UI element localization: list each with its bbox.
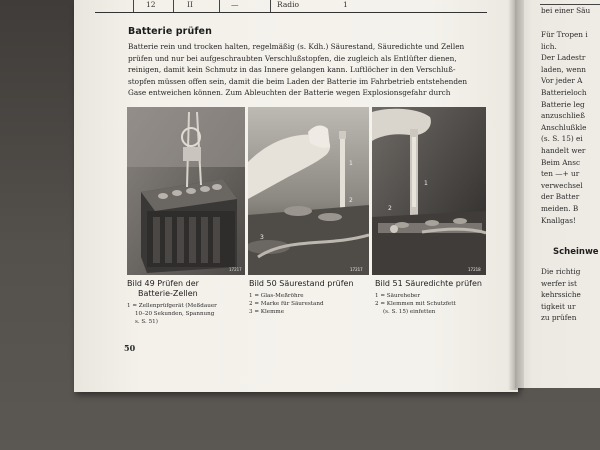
figure-50-title: Bild 50 Säurestand prüfen <box>249 279 354 288</box>
right-page-text: Für Tropen i lich. Der Ladestr laden, wenn Vor jeder A Batterieloch Batterie leg anzuschließ Anschlußkle (s. S. 15) ei handelt wer Beim Ansc ten —+ ur verwechsel der Batter meiden. B Knallgas! <box>541 30 588 225</box>
page-number: 50 <box>124 343 136 353</box>
right-page-top-text: bei einer Säu <box>541 6 591 15</box>
table-cell-col5: 1 <box>343 0 348 9</box>
body-paragraph <box>128 41 488 99</box>
callout-1: 1 <box>349 160 353 167</box>
table-cell-col2: II <box>187 0 193 9</box>
photo-stamp: 17218 <box>468 267 481 272</box>
photo-stamp: 17217 <box>229 267 242 272</box>
callout-3: 3 <box>260 234 264 241</box>
figure-51-photo <box>372 107 486 275</box>
table-fragment <box>95 0 487 13</box>
paragraph-line: Batterie rein und trocken halten, regelmäßig (s. Kdh.) Säurestand, Säuredichte und Zellen <box>128 42 465 51</box>
callout-1: 1 <box>424 180 428 187</box>
book-gutter <box>508 0 524 390</box>
right-table-line <box>540 0 600 5</box>
figure-49-photo <box>127 107 245 275</box>
callout-2: 2 <box>388 205 392 212</box>
photo-stamp: 17217 <box>350 267 363 272</box>
table-cell-col4: Radio <box>277 0 300 9</box>
figure-50-legend: 1 = Glas-Meßröhre 2 = Marke für Säurestand 3 = Klemme <box>249 293 324 315</box>
paragraph-line: reinigen, damit kein Schmutz in das Innere gelangen kann. Luftlöcher in den Verschluß- <box>128 65 456 75</box>
figure-51-title: Bild 51 Säuredichte prüfen <box>375 279 482 288</box>
paragraph-line: stopfen müssen offen sein, damit die beim Laden der Batterie im Fahrbetrieb entstehenden <box>128 76 468 86</box>
figure-51-legend: 1 = Säureheber 2 = Klemmen mit Schutzfett (s. S. 15) einfetten <box>375 293 456 315</box>
figure-49-title: Bild 49 Prüfen der Batterie-Zellen <box>127 279 199 298</box>
right-page-heading: Scheinwe <box>553 247 599 257</box>
right-page-text-2: Die richtig werfer ist kehrssiche tigkeit ur zu prüfen <box>541 267 581 323</box>
figure-49-legend: 1 = Zellenprüfgerät (Meßdauer 10–20 Sekunden, Spannung s. S. 51) <box>127 303 217 325</box>
table-cell-num: 12 <box>146 0 156 9</box>
callout-2: 2 <box>349 197 353 204</box>
paragraph-line: Gase entweichen können. Zum Ableuchten der Batterie wegen Explosionsgefahr durch <box>128 88 451 98</box>
figure-50-photo <box>248 107 369 275</box>
table-cell-col3: — <box>231 0 239 9</box>
section-title: Batterie prüfen <box>128 26 212 37</box>
paragraph-line: prüfen und nur bei aufgeschraubten Verschlußstopfen, die zugleich als Entlüfter dienen, <box>128 53 457 63</box>
